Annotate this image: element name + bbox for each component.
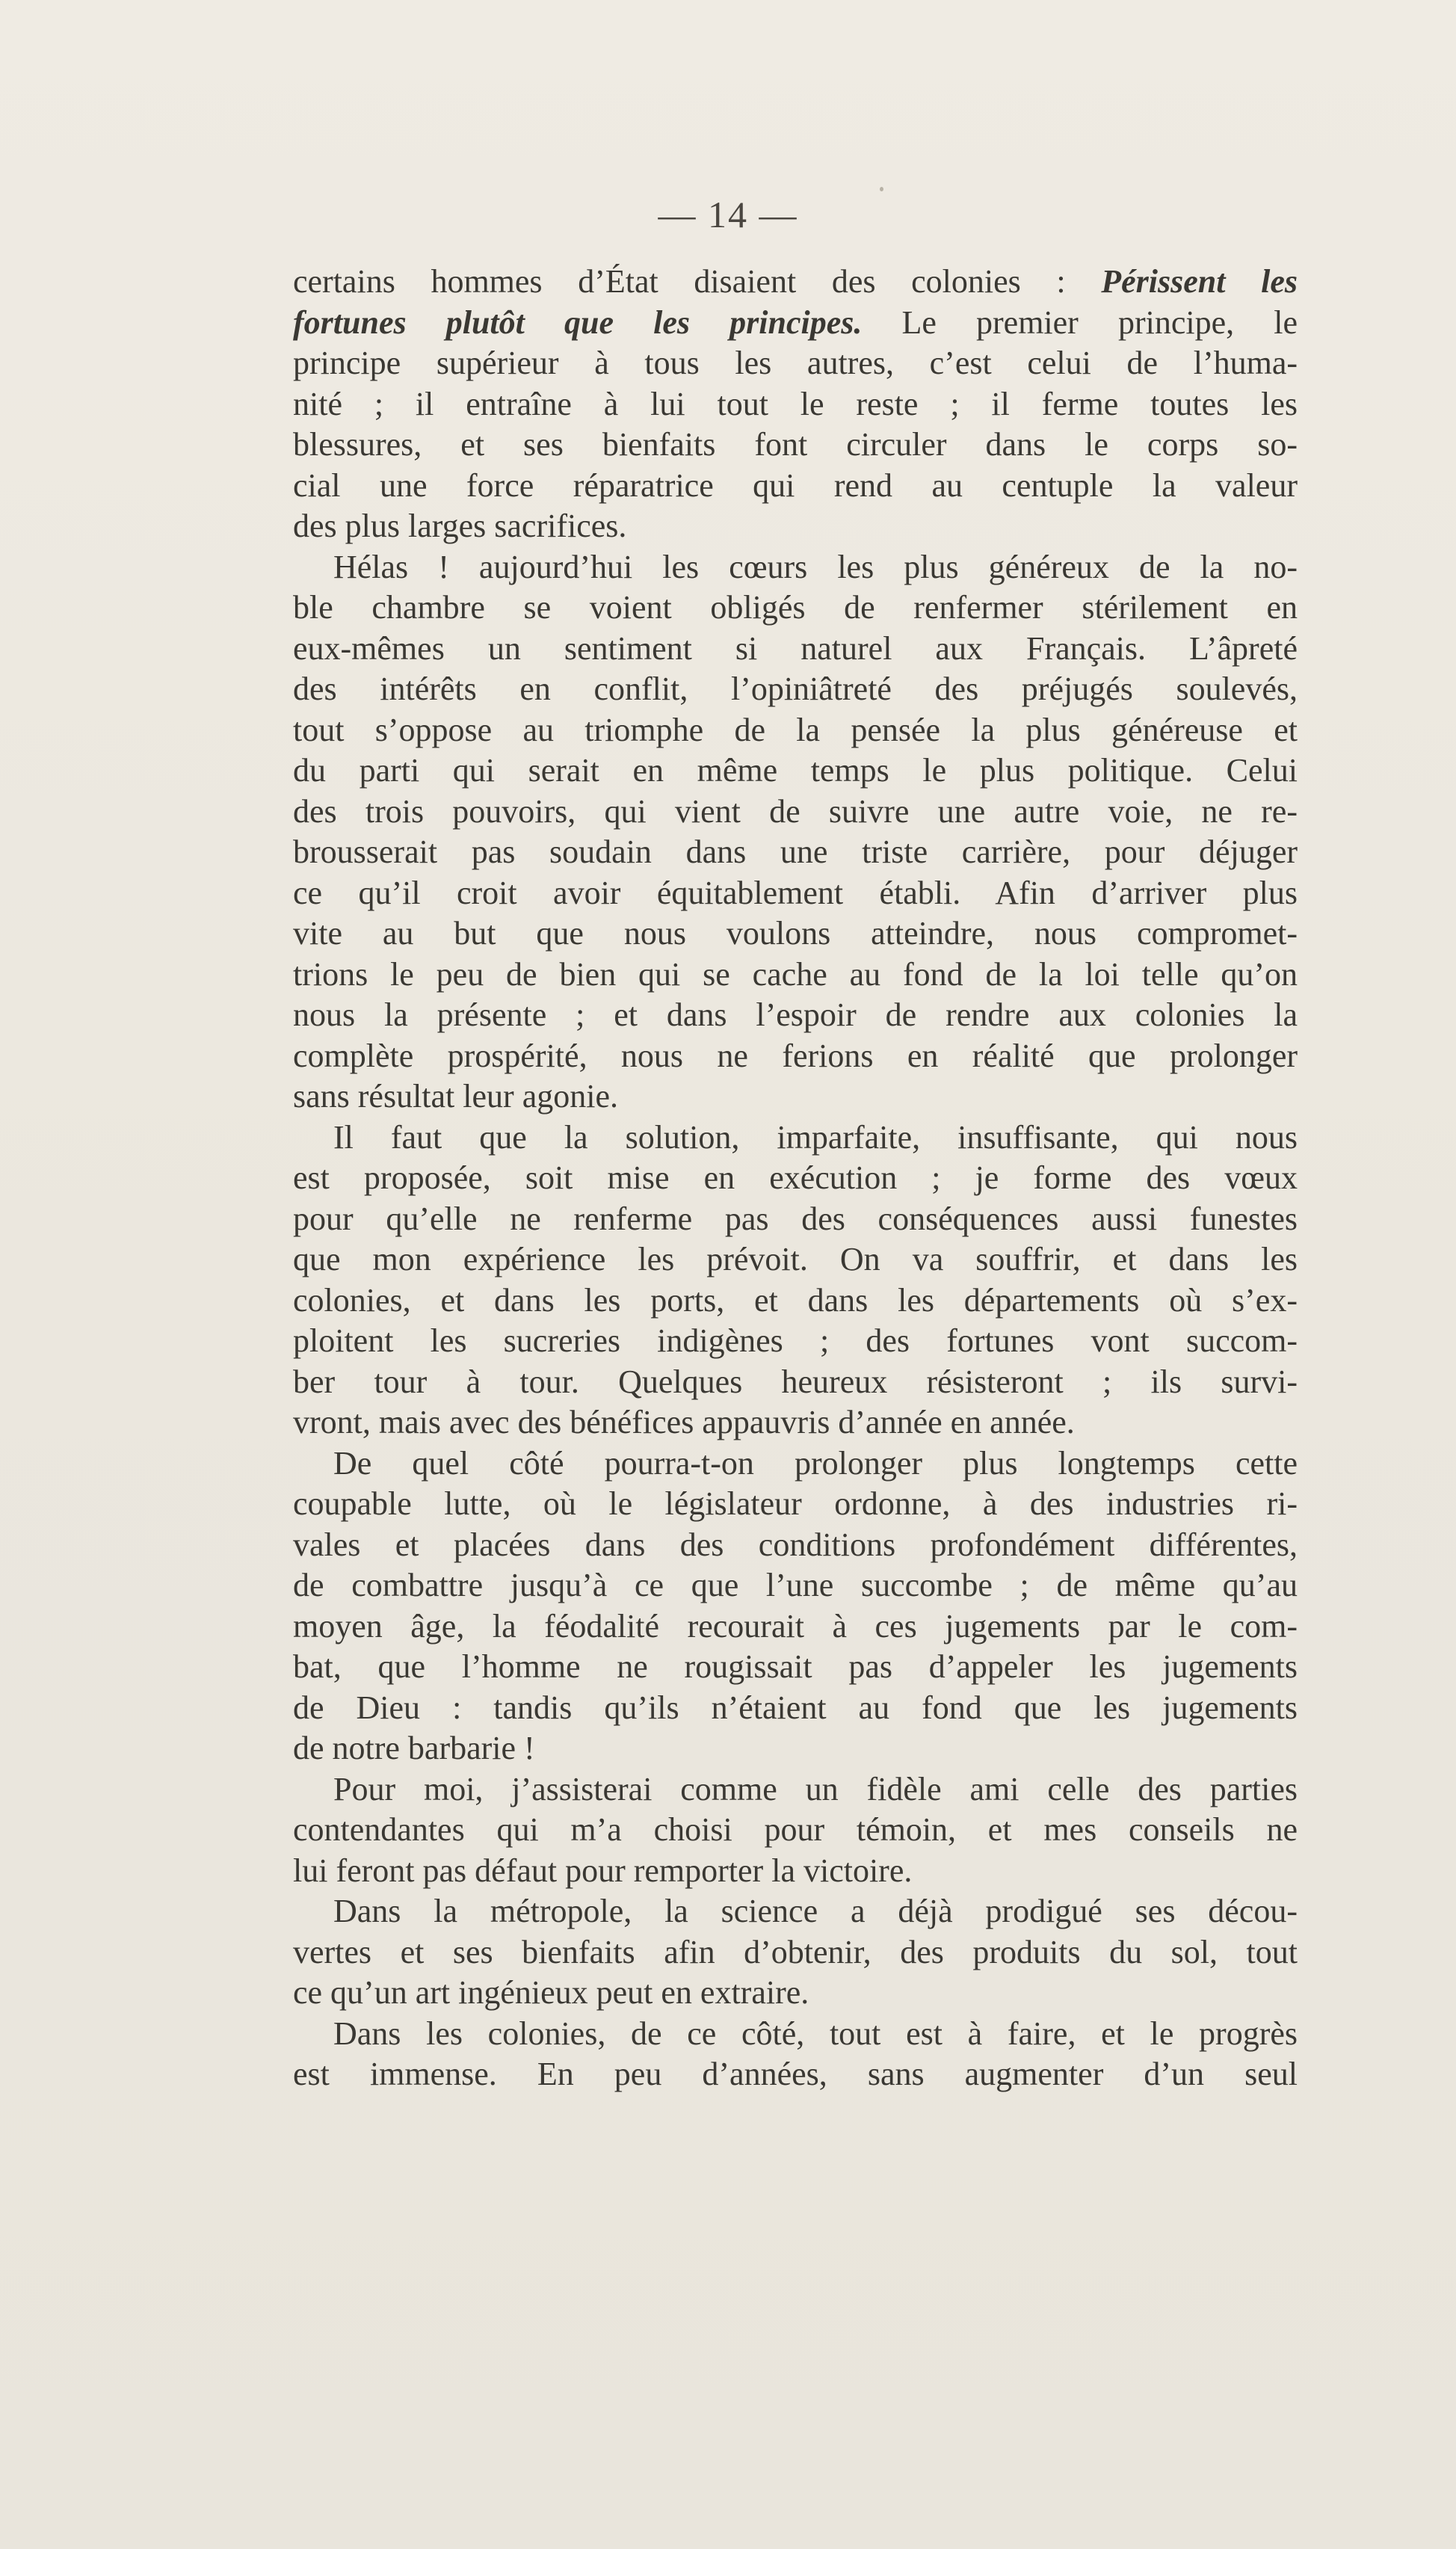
text-line: coupable lutte, où le législateur ordonne, à des industries ri- [293, 1485, 1298, 1522]
text-line: ble chambre se voient obligés de renfermer stérilement en [293, 589, 1298, 626]
text-line: de Dieu : tandis qu’ils n’étaient au fond que les jugements [293, 1689, 1298, 1726]
text-line: de combattre jusqu’à ce que l’une succombe ; de même qu’au [293, 1567, 1298, 1603]
text-line: blessures, et ses bienfaits font circuler dans le corps so- [293, 426, 1298, 463]
text-line: Dans la métropole, la science a déjà prodigué ses décou- [333, 1893, 1298, 1929]
text-line: moyen âge, la féodalité recourait à ces jugements par le com- [293, 1607, 1298, 1645]
line-text: Le premier principe, le [862, 303, 1298, 341]
text-line: trions le peu de bien qui se cache au fond de la loi telle qu’on [293, 955, 1298, 993]
emphasis-text: fortunes plutôt que les principes. [293, 303, 863, 341]
page-number: — 14 — [658, 194, 798, 235]
text-line: bat, que l’homme ne rougissait pas d’appeler les jugements [293, 1648, 1298, 1685]
line-text: certains hommes d’État disaient des colonies : [293, 263, 1102, 300]
text-line: Dans les colonies, de ce côté, tout est à faire, et le progrès [333, 2015, 1298, 2052]
text-line: nous la présente ; et dans l’espoir de rendre aux colonies la [293, 996, 1298, 1033]
text-line: principe supérieur à tous les autres, c’est celui de l’huma- [293, 345, 1298, 381]
text-line [293, 303, 1298, 344]
text-line: colonies, et dans les ports, et dans les départements où s’ex- [293, 1281, 1298, 1319]
text-line: est proposée, soit mise en exécution ; je forme des vœux [293, 1159, 1298, 1196]
text-line: contendantes qui m’a choisi pour témoin, et mes conseils ne [293, 1811, 1298, 1848]
text-line: De quel côté pourra-t-on prolonger plus longtemps cette [333, 1444, 1298, 1482]
text-line: des trois pouvoirs, qui vient de suivre une autre voie, ne re- [293, 792, 1298, 830]
text-line: vront, mais avec des bénéfices appauvris d’année en année. [293, 1404, 1075, 1440]
text-line: Hélas ! aujourd’hui les cœurs les plus généreux de la no- [333, 548, 1298, 585]
text-line: de notre barbarie ! [293, 1730, 535, 1766]
text-line: cial une force réparatrice qui rend au centuple la valeur [293, 466, 1298, 504]
text-line: sans résultat leur agonie. [293, 1078, 618, 1115]
text-line: pour qu’elle ne renferme pas des conséquences aussi funestes [293, 1200, 1298, 1237]
text-line: ber tour à tour. Quelques heureux résisteront ; ils survi- [293, 1363, 1298, 1400]
text-line: vite au but que nous voulons atteindre, nous compromet- [293, 915, 1298, 952]
text-line: tout s’oppose au triomphe de la pensée la plus généreuse et [293, 711, 1298, 748]
text-line: des intérêts en conflit, l’opiniâtreté des préjugés soulevés, [293, 671, 1298, 707]
text-line [293, 262, 1298, 303]
text-line: lui feront pas défaut pour remporter la victoire. [293, 1852, 913, 1889]
text-line: eux-mêmes un sentiment si naturel aux Français. L’âpreté [293, 629, 1298, 667]
text-line: vertes et ses bienfaits afin d’obtenir, des produits du sol, tout [293, 1933, 1298, 1970]
text-line: que mon expérience les prévoit. On va souffrir, et dans les [293, 1241, 1298, 1277]
paper-speck [880, 187, 883, 191]
text-line: est immense. En peu d’années, sans augmenter d’un seul [293, 2056, 1298, 2092]
text-line: brousserait pas soudain dans une triste carrière, pour déjuger [293, 833, 1298, 870]
text-line: ce qu’il croit avoir équitablement établi. Afin d’arriver plus [293, 874, 1298, 911]
text-line: ce qu’un art ingénieux peut en extraire. [293, 1974, 809, 2011]
text-line: vales et placées dans des conditions profondément différentes, [293, 1526, 1298, 1563]
text-line: des plus larges sacrifices. [293, 508, 627, 544]
text-line: du parti qui serait en même temps le plus politique. Celui [293, 752, 1298, 789]
text-line: nité ; il entraîne à lui tout le reste ; il ferme toutes les [293, 385, 1298, 422]
emphasis-text: Périssent les [1101, 263, 1298, 300]
text-line: complète prospérité, nous ne ferions en réalité que prolonger [293, 1037, 1298, 1074]
text-line: ploitent les sucreries indigènes ; des fortunes vont succom- [293, 1322, 1298, 1359]
body-text [293, 262, 1298, 2095]
text-line: Il faut que la solution, imparfaite, insuffisante, qui nous [333, 1118, 1298, 1156]
text-line: Pour moi, j’assisterai comme un fidèle ami celle des parties [333, 1770, 1298, 1807]
